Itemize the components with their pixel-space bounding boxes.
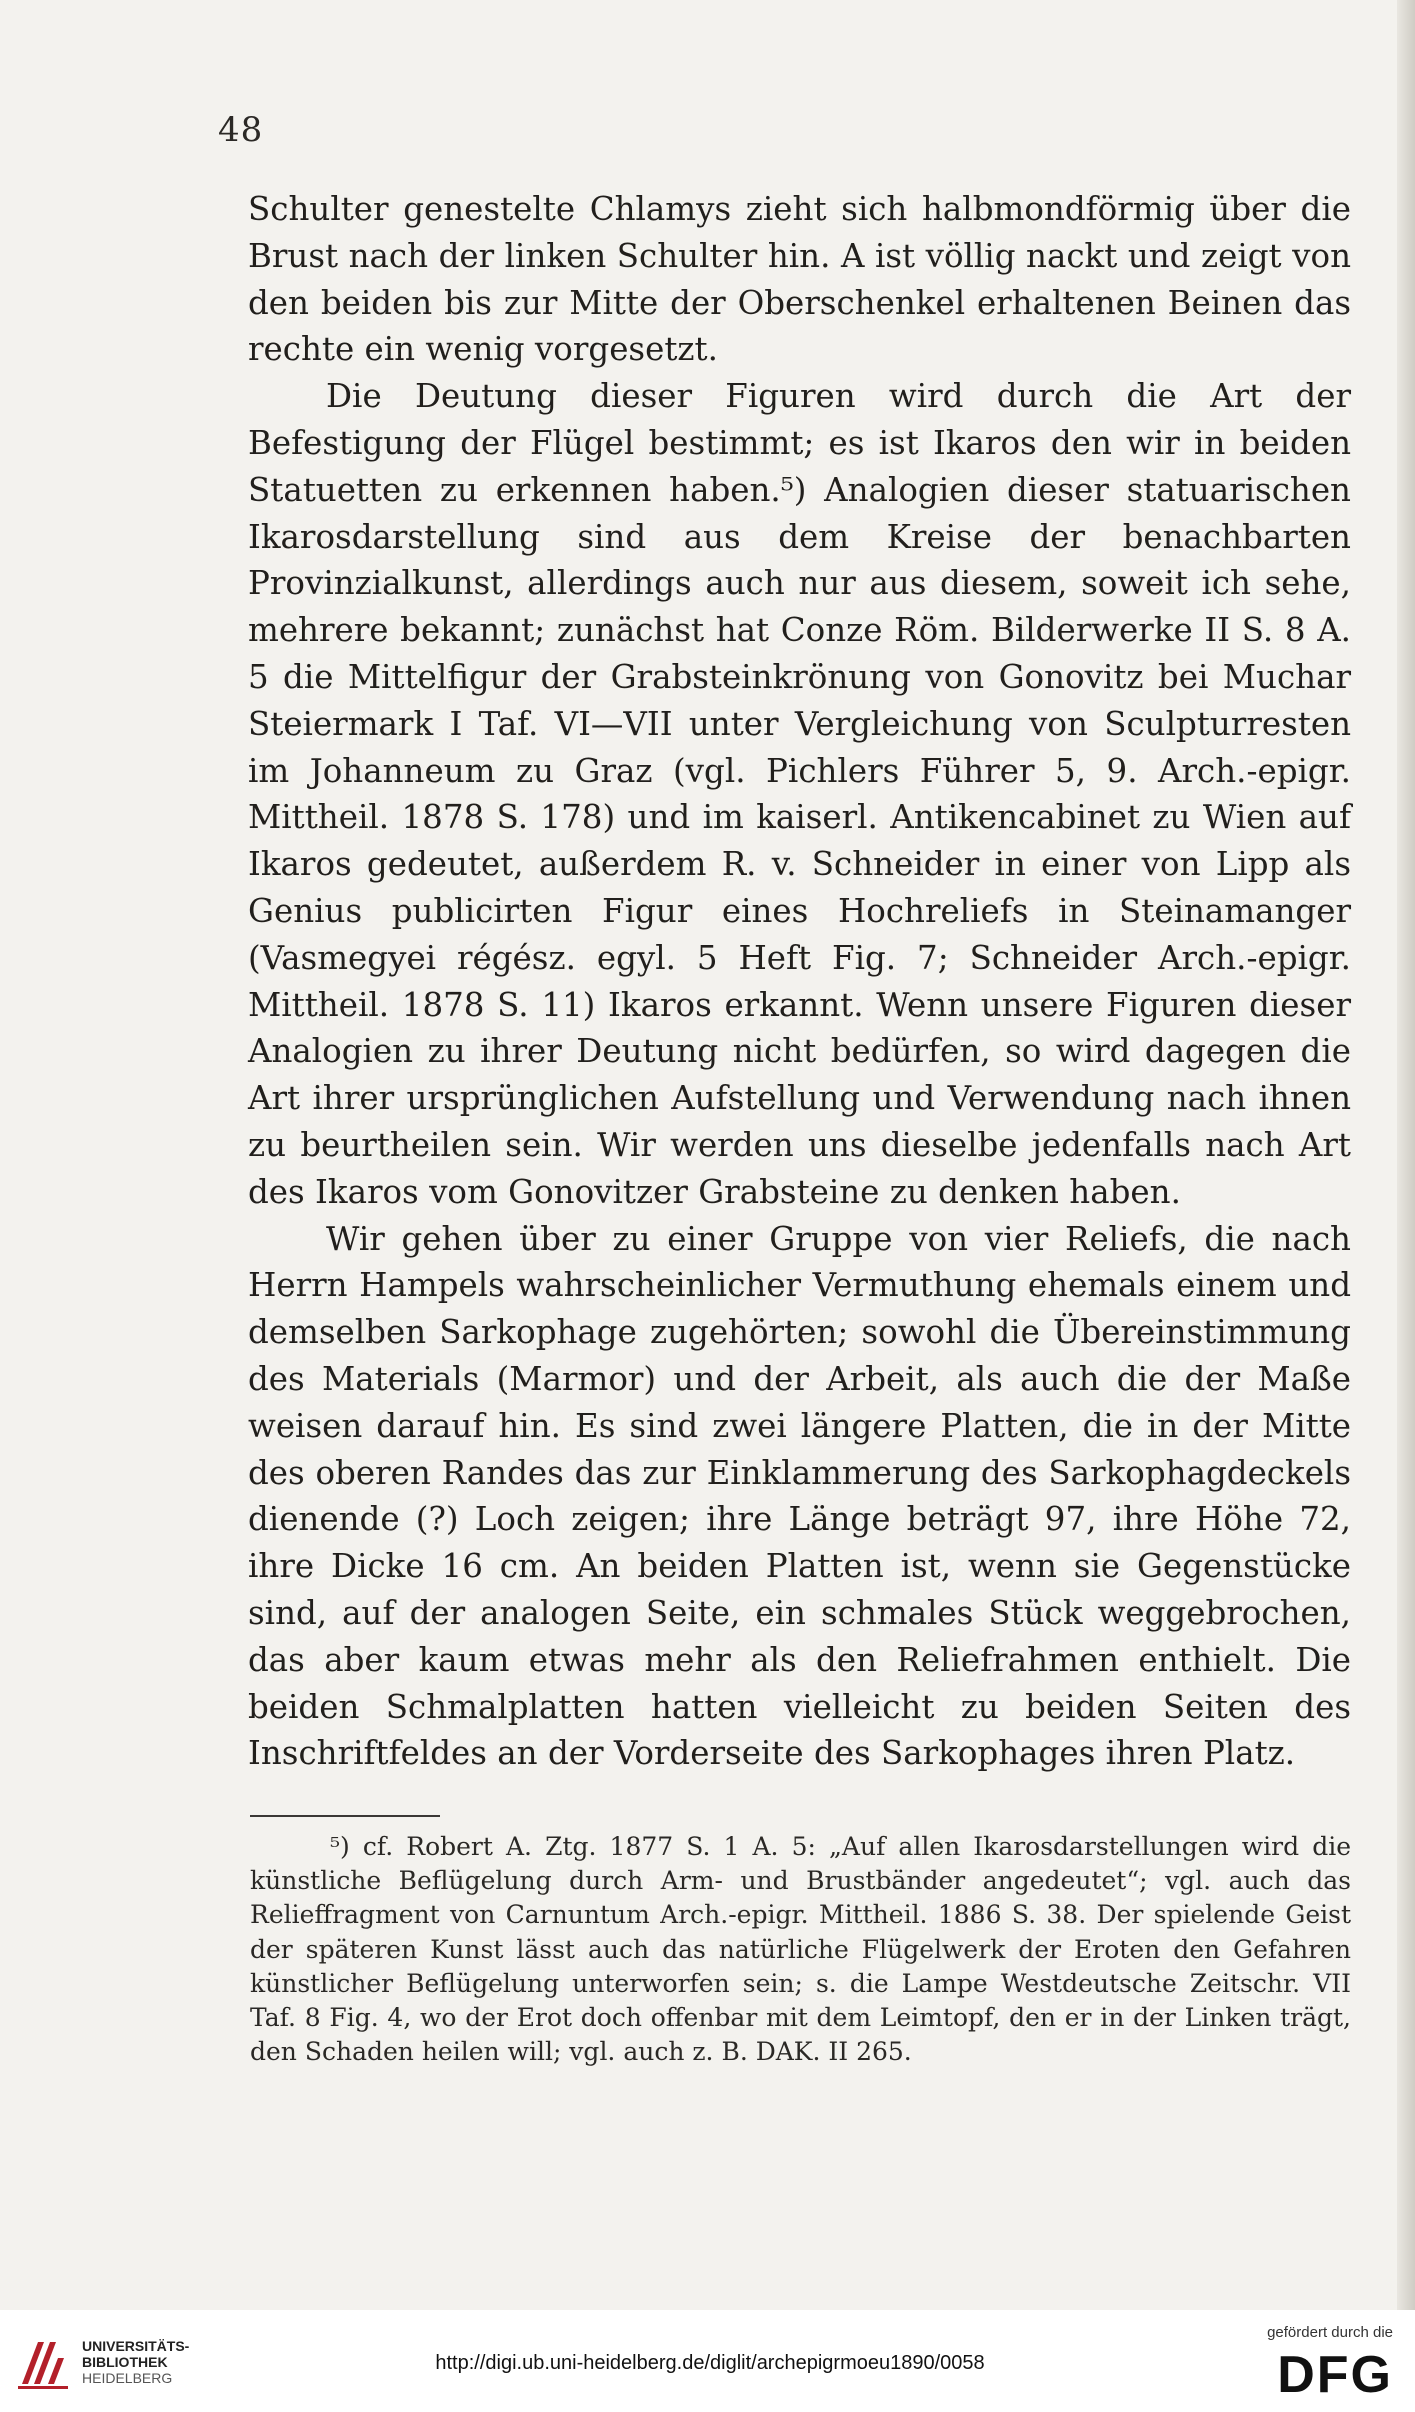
ub-heidelberg-logo-icon[interactable] bbox=[14, 2332, 76, 2394]
dfg-logo-icon[interactable]: DFG bbox=[1277, 2346, 1393, 2404]
library-line-2: BIBLIOTHEK bbox=[82, 2354, 168, 2370]
page-edge bbox=[1397, 0, 1415, 2310]
viewer-footer bbox=[0, 2310, 1415, 2412]
library-name[interactable] bbox=[82, 2338, 189, 2386]
paragraph-1: Schulter genestelte Chlamys zieht sich halbmondförmig über die Brust nach der linken Schulter hin. A ist völlig nackt und zeigt von den beiden bis zur Mitte der Oberschenkel erhaltenen Beinen das rechte ein wenig vorgesetzt. bbox=[248, 190, 1351, 369]
footnotes bbox=[250, 1830, 1351, 2069]
footnote-5: ⁵) cf. Robert A. Ztg. 1877 S. 1 A. 5: „Auf allen Ikarosdarstellungen wird die künstliche Beflügelung durch Arm- und Brustbänder angedeutet“; vgl. auch das Relieffragment von Carnuntum Arch.-epigr. Mittheil. 1886 S. 38. Der spielende Geist der späteren Kunst lässt auch das natürliche Flügelwerk der Eroten den Gefahren künstlicher Beflügelung unterworfen sein; s. die Lampe Westdeutsche Zeitschr. VII Taf. 8 Fig. 4, wo der Erot doch offenbar mit dem Leimtopf, den er in der Linken trägt, den Schaden heilen will; vgl. auch z. B. DAK. II 265. bbox=[250, 1832, 1351, 2067]
main-text bbox=[248, 186, 1351, 1777]
library-line-1: UNIVERSITÄTS- bbox=[82, 2338, 190, 2354]
paragraph-2: Die Deutung dieser Figuren wird durch die Art der Befestigung der Flügel bestimmt; es ist Ikaros den wir in beiden Statuetten zu erkennen haben.⁵) Analogien dieser statuarischen Ikarosdarstellung sind aus dem Kreise der benachbarten Provinzialkunst, allerdings auch nur aus diesem, soweit ich sehe, mehrere bekannt; zunächst hat Conze Röm. Bilderwerke II S. 8 A. 5 die Mittelfigur der Grabsteinkrönung von Gonovitz bei Muchar Steiermark I Taf. VI—VII unter Vergleichung von Sculpturresten im Johanneum zu Graz (vgl. Pichlers Führer 5, 9. Arch.-epigr. Mittheil. 1878 S. 178) und im kaiserl. Antikencabinet zu Wien auf Ikaros gedeutet, außerdem R. v. Schneider in einer von Lipp als Genius publicirten Figur eines Hochreliefs in Steinamanger (Vasmegyei régész. egyl. 5 Heft Fig. 7; Schneider Arch.-epigr. Mittheil. 1878 S. 11) Ikaros erkannt. Wenn unsere Figuren dieser Analogien zu ihrer Deutung nicht bedürfen, so wird dagegen die Art ihrer ursprünglichen Aufstellung und Verwendung nach ihnen zu beurtheilen sein. Wir werden uns dieselbe jedenfalls nach Art des Ikaros vom Gonovitzer Grabsteine zu denken haben. bbox=[248, 377, 1351, 1211]
library-line-3: HEIDELBERG bbox=[82, 2370, 173, 2386]
funding-note: gefördert durch die bbox=[1267, 2324, 1393, 2341]
paragraph-3: Wir gehen über zu einer Gruppe von vier Reliefs, die nach Herrn Hampels wahrscheinlicher Vermuthung ehemals einem und demselben Sarkophage zugehörten; sowohl die Übereinstimmung des Materials (Marmor) und der Arbeit, als auch die der Maße weisen darauf hin. Es sind zwei längere Platten, die in der Mitte des oberen Randes das zur Einklammerung des Sarkophagdeckels dienende (?) Loch zeigen; ihre Länge beträgt 97, ihre Höhe 72, ihre Dicke 16 cm. An beiden Platten ist, wenn sie Gegenstücke sind, auf der analogen Seite, ein schmales Stück weggebrochen, das aber kaum etwas mehr als den Reliefrahmen enthielt. Die beiden Schmalplatten hatten vielleicht zu beiden Seiten des Inschriftfeldes an der Vorderseite des Sarkophages ihren Platz. bbox=[248, 1219, 1351, 1773]
permalink-url[interactable]: http://digi.ub.uni-heidelberg.de/diglit/archepigrmoeu1890/0058 bbox=[435, 2352, 985, 2374]
page-number: 48 bbox=[218, 110, 264, 150]
footnote-separator bbox=[250, 1815, 440, 1817]
